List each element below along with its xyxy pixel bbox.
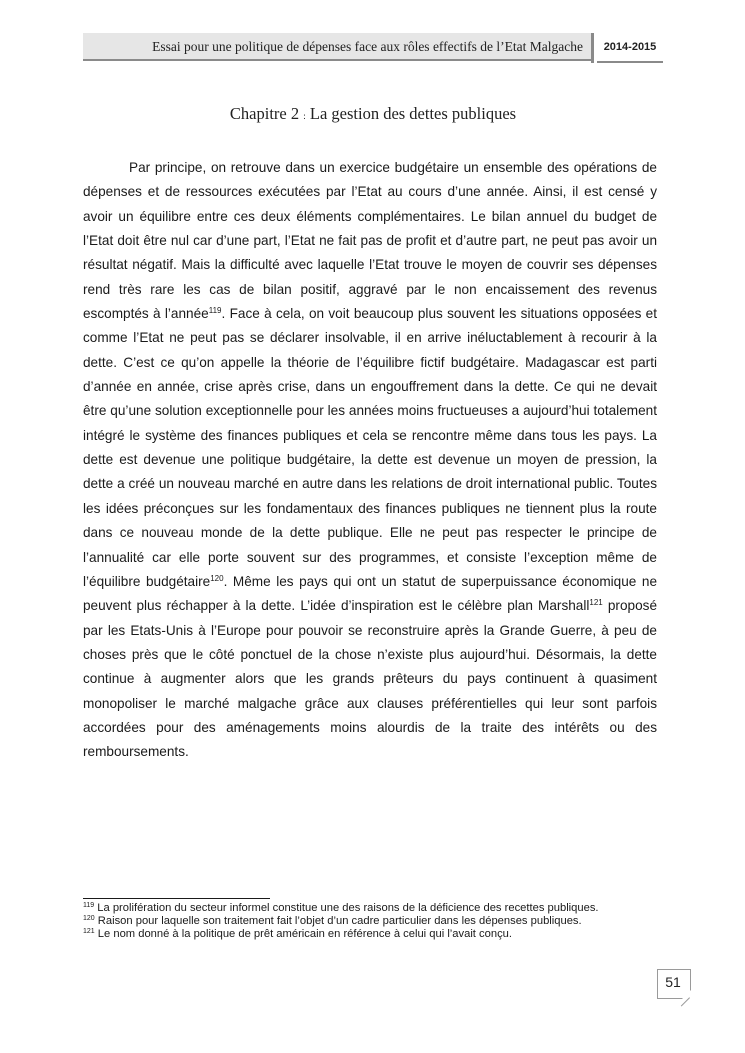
footnote-121 xyxy=(83,928,657,941)
chapter-label: Chapitre 2 xyxy=(229,104,300,123)
footnote-number: 121 xyxy=(83,928,95,935)
footnote-ref-120[interactable]: 120 xyxy=(210,573,224,583)
footnote-divider xyxy=(83,898,270,899)
footnotes xyxy=(83,902,657,941)
footnote-120 xyxy=(83,915,657,928)
paragraph-text-2: . Face à cela, on voit beaucoup plus souvent les situations opposées et comme l’Etat ne peut pas se déclarer insolvable, il en arrive inéluctablement à recourir à la dette. C’est ce qu’on appelle la théorie de l’équilibre fictif budgétaire. Madagascar est parti d’année en année, crise après crise, dans un engouffrement dans la dette. Ce qui ne devait être qu’une solution exceptionnelle pour les années moins fructueuses a aujourd’hui totalement intégré le système des finances publiques et cela se rencontre même dans tous les pays. La dette est devenue une politique budgétaire, la dette est devenue un moyen de pression, la dette a créé un nouveau marché en autre dans les relations de droit international public. Toutes les idées préconçues sur les fondamentaux des finances publiques ne tiennent plus la route dans ce nouveau monde de la dette publique. Elle ne peut pas respecter le principe de l’annualité car elle porte souvent sur des programmes, et consiste l’exception même de l’équilibre budgétaire xyxy=(83,306,657,589)
chapter-heading xyxy=(83,104,663,124)
footnote-text: Le nom donné à la politique de prêt américain en référence à celui qui l’avait conçu. xyxy=(94,928,512,940)
paragraph-text-3: . Même les pays qui ont un statut de superpuissance économique ne peuvent plus réchapper à la dette. L’idée d’inspiration est le célèbre plan Marshall xyxy=(83,573,658,614)
footnote-ref-119[interactable]: 119 xyxy=(208,306,222,316)
body-paragraph xyxy=(83,156,657,765)
footnote-119 xyxy=(83,902,657,915)
chapter-title: La gestion des dettes publiques xyxy=(309,104,517,123)
footnote-ref-121[interactable]: 121 xyxy=(589,598,603,608)
footnote-number: 119 xyxy=(83,902,95,909)
chapter-separator: : xyxy=(303,111,306,121)
page-header xyxy=(83,33,663,63)
footnote-text: Raison pour laquelle son traitement fait l’objet d’un cadre particulier dans les dépenses publiques. xyxy=(94,915,582,927)
paragraph-text-1: Par principe, on retrouve dans un exercice budgétaire un ensemble des opérations de dépenses et de ressources exécutées par l’Etat au cours d’une année. Ainsi, il est censé y avoir un équilibre entre ces deux éléments complémentaires. Le bilan annuel du budget de l’Etat doit être nul car d’une part, l’Etat ne fait pas de profit et d’autre part, ne peut pas avoir un résultat négatif. Mais la difficulté avec laquelle l’Etat trouve le moyen de couvrir ses dépenses rend très rare les cas de bilan positif, aggravé par le non encaissement des revenus escomptés à l’année xyxy=(83,160,657,322)
footnote-number: 120 xyxy=(83,915,95,922)
header-separator xyxy=(591,33,594,63)
page-number: 51 xyxy=(665,974,681,990)
page-number-box xyxy=(657,969,691,999)
header-title: Essai pour une politique de dépenses face aux rôles effectifs de l’Etat Malgache xyxy=(83,33,591,61)
footnote-text: La prolifération du secteur informel constitue une des raisons de la déficience des recettes publiques. xyxy=(94,902,599,914)
paragraph-text-4: proposé par les Etats-Unis à l’Europe pour pouvoir se reconstruire après la Grande Guerre, à peu de choses près que le côté ponctuel de la chose n’existe plus aujourd’hui. Désormais, la dette continue à augmenter alors que les grands prêteurs du pays continuent à quasiment monopoliser le marché malgache grâce aux clauses préférentielles qui leur sont parfois accordées pour des aménagements moins alourdis de la traite des intérêts ou des remboursements. xyxy=(83,598,657,760)
header-year: 2014-2015 xyxy=(597,33,663,63)
